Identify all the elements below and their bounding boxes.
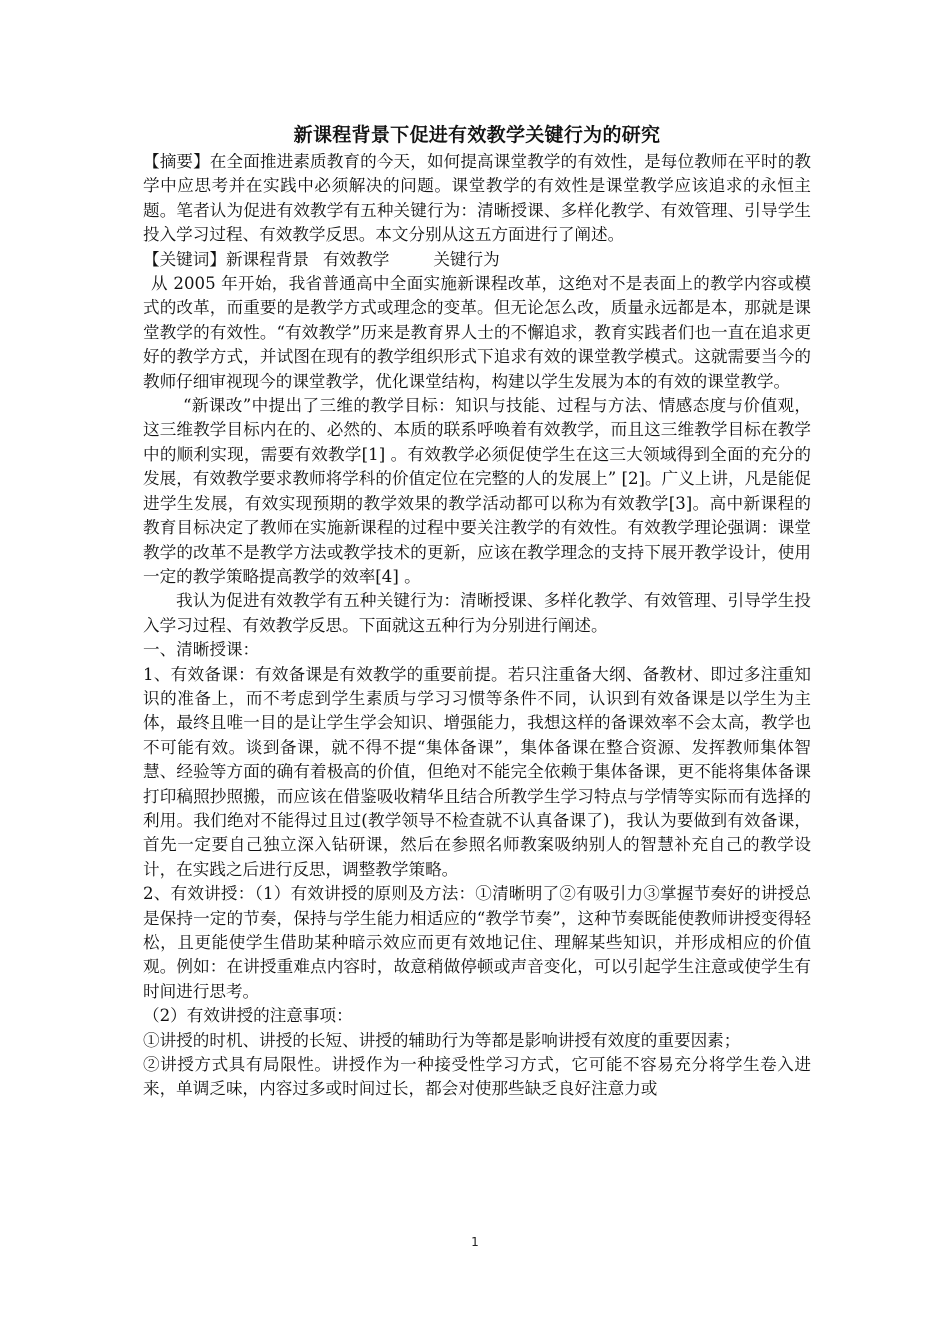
subsection-heading: （2）有效讲授的注意事项：	[143, 1006, 353, 1026]
list-item: ②讲授方式具有局限性。讲授作为一种接受性学习方式，它可能不容易充分将学生卷入进来，单调乏味，内容过多或时间过长，都会对使那些缺乏良好注意力或	[143, 1055, 811, 1099]
body-paragraph: 从 2005 年开始，我省普通高中全面实施新课程改革，这绝对不是表面上的教学内容或模式的改革，而重要的是教学方式或理念的变革。但无论怎么改，质量永远都是本，那就是课堂教学的有效性。“有效教学”历来是教育界人士的不懈追求，教育实践者们也一直在追求更好的教学方式，并试图在现有的教学组织形式下追求有效的课堂教学模式。这就需要当今的教师仔细审视现今的课堂教学，优化课堂结构，构建以学生发展为本的有效的课堂教学。	[143, 274, 811, 391]
keyword-item: 新课程背景	[225, 249, 309, 269]
keywords-line	[143, 248, 811, 272]
body-paragraph: “新课改”中提出了三维的教学目标：知识与技能、过程与方法、情感态度与价值观，这三维教学目标内在的、必然的、本质的联系呼唤着有效教学，而且这三维教学目标在教学中的顺利实现，需要有效教学[1] 。有效教学必须促使学生在这三大领域得到全面的充分的发展，有效教学要求教师将学科的价值定位在完整的人的发展上” [2]。广义上讲，凡是能促进学生发展，有效实现预期的教学效果的教学活动都可以称为有效教学[3]。高中新课程的教育目标决定了教师在实施新课程的过程中要关注教学的有效性。有效教学理论强调：课堂教学的改革不是教学方法或教学技术的更新，应该在教学理念的支持下展开教学设计，使用一定的教学策略提高教学的效率[4] 。	[143, 396, 811, 586]
list-item: 1、有效备课：有效备课是有效教学的重要前提。若只注重备大纲、备教材、即过多注重知识的准备上，而不考虑到学生素质与学习习惯等条件不同，认识到有效备课是以学生为主体，最终且唯一目的是让学生学会知识、增强能力，我想这样的备课效率不会太高，教学也不可能有效。谈到备课，就不得不提“集体备课”，集体备课在整合资源、发挥教师集体智慧、经验等方面的确有着极高的价值，但绝对不能完全依赖于集体备课，更不能将集体备课打印稿照抄照搬，而应该在借鉴吸收精华且结合所教学生学习特点与学情等实际而有选择的利用。我们绝对不能得过且过(教学领导不检查就不认真备课了)，我认为要做到有效备课，首先一定要自己独立深入钻研课，然后在参照名师教案吸纳别人的智慧补充自己的教学设计，在实践之后进行反思，调整教学策略。	[143, 664, 811, 879]
keywords-label: 【关键词】	[143, 249, 226, 269]
page-title: 新课程背景下促进有效教学关键行为的研究	[293, 124, 661, 146]
abstract-paragraph: 【摘要】在全面推进素质教育的今天，如何提高课堂教学的有效性，是每位教师在平时的教学中应思考并在实践中必须解决的问题。课堂教学的有效性是课堂教学应该追求的永恒主题。笔者认为促进有效教学有五种关键行为：清晰授课、多样化教学、有效管理、引导学生投入学习过程、有效教学反思。本文分别从这五方面进行了阐述。	[143, 152, 811, 245]
page-number: 1	[471, 1235, 479, 1249]
list-item: ①讲授的时机、讲授的长短、讲授的辅助行为等都是影响讲授有效度的重要因素；	[143, 1030, 741, 1050]
document-body	[143, 121, 811, 1102]
body-paragraph: 我认为促进有效教学有五种关键行为：清晰授课、多样化教学、有效管理、引导学生投入学习过程、有效教学反思。下面就这五种行为分别进行阐述。	[143, 591, 811, 635]
section-heading: 一、清晰授课：	[143, 640, 260, 660]
list-item: 2、有效讲授：（1）有效讲授的原则及方法：①清晰明了②有吸引力③掌握节奏好的讲授总是保持一定的节奏，保持与学生能力相适应的“教学节奏”，这种节奏既能使教师讲授变得轻松，且更能使学生借助某种暗示效应而更有效地记住、理解某些知识，并形成相应的价值观。例如：在讲授重难点内容时，故意稍做停顿或声音变化，可以引起学生注意或使学生有时间进行思考。	[143, 884, 811, 1001]
keyword-item: 关键行为	[433, 249, 500, 269]
keyword-item: 有效教学	[322, 249, 390, 269]
